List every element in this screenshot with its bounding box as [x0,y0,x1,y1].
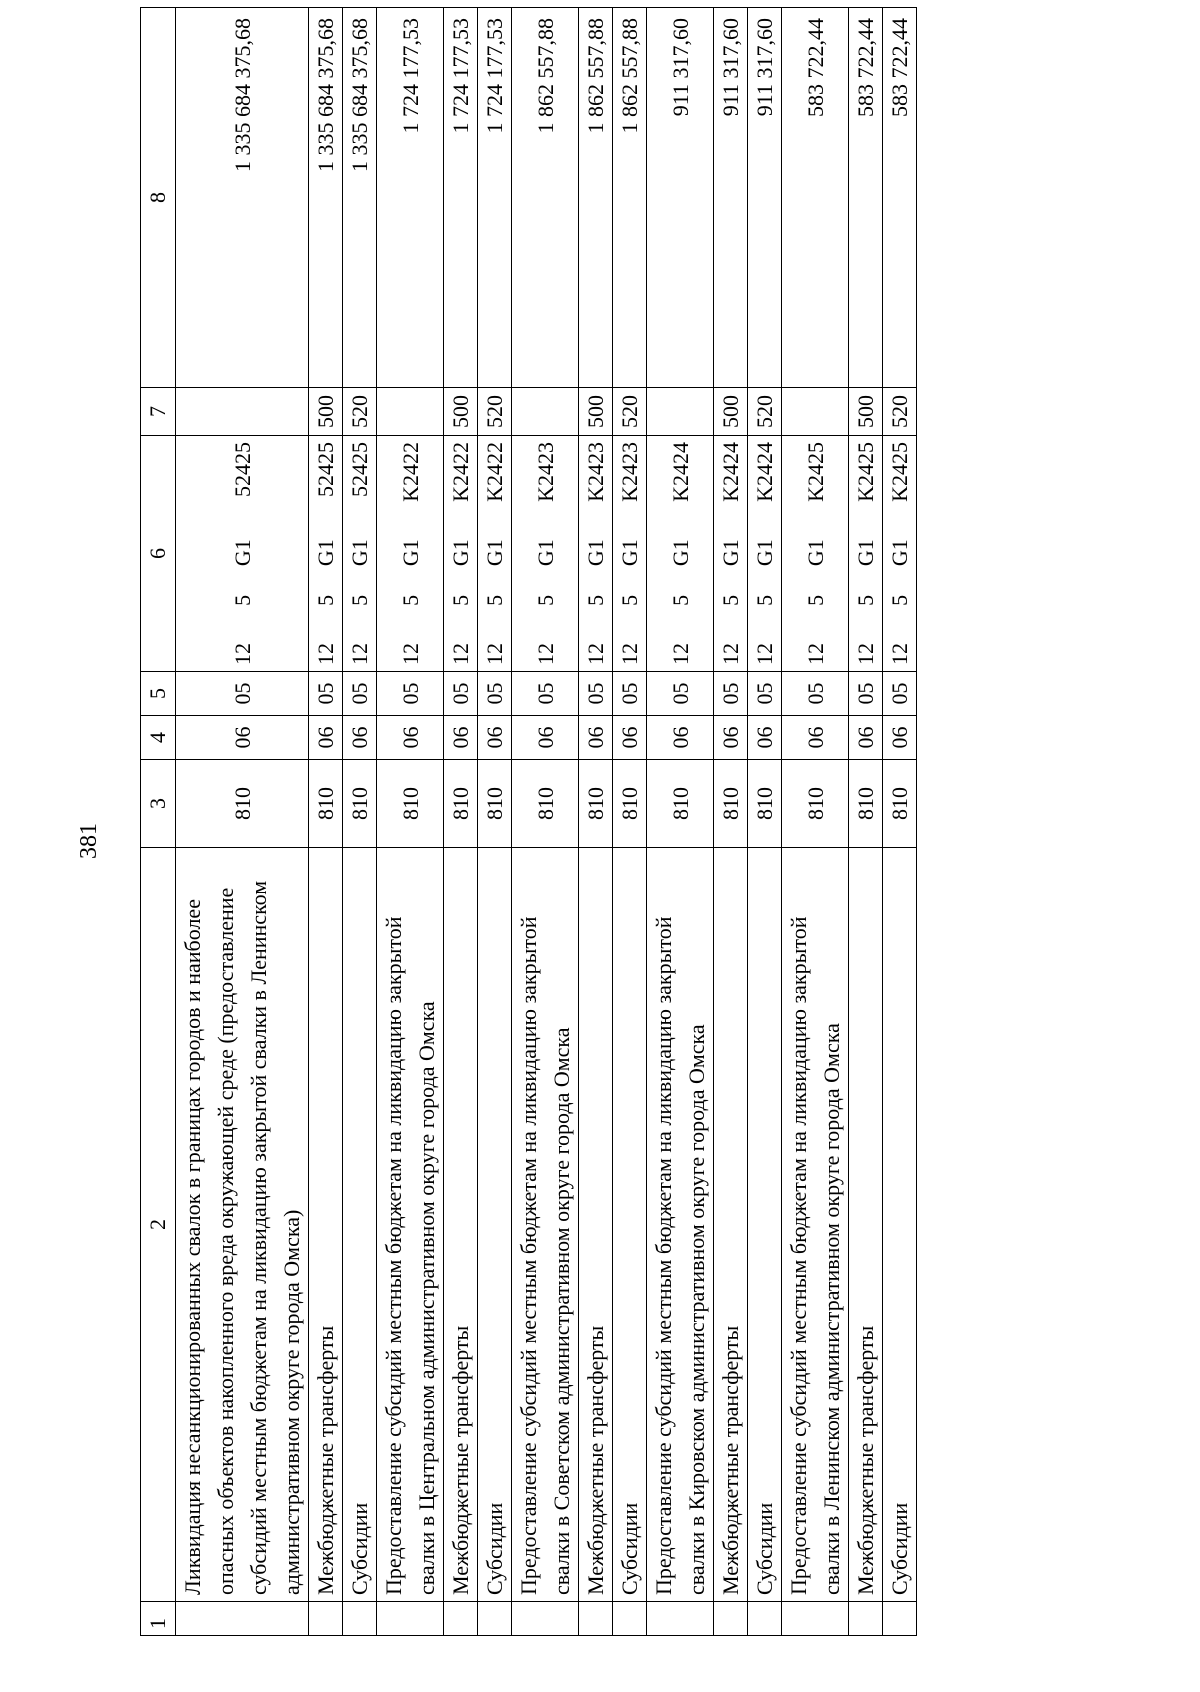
target-article-part-1: 12 [397,643,423,665]
row-col-1 [478,1602,512,1636]
row-section-code: 06 [849,716,883,760]
row-ministry-code: 810 [377,760,444,848]
row-col-1 [748,1602,782,1636]
table-header-row [141,8,176,1636]
header-col-1: 1 [141,1602,176,1636]
row-target-article [343,436,377,672]
table-row [579,8,613,1636]
target-article-part-1: 12 [532,643,558,665]
target-article-part-3: G1 [583,539,608,567]
target-article-part-4: K2423 [583,442,608,502]
target-article-part-2: 5 [887,594,912,606]
table-row [309,8,343,1636]
header-col-4: 4 [141,716,176,760]
row-subsection-code: 05 [782,672,849,716]
row-ministry-code: 810 [343,760,377,848]
target-article-part-1: 12 [583,643,608,665]
row-ministry-code: 810 [176,760,309,848]
row-name: Межбюджетные трансферты [849,848,883,1602]
row-col-1 [714,1602,748,1636]
target-article-part-2: 5 [229,594,255,606]
row-expense-type [512,388,579,436]
row-name: Ликвидация несанкционированных свалок в границах городов и наиболее опасных объектов накопленного вреда окружающей среде (предоставление субсидий местным бюджетам на ликвидацию закрытой свалки в Ленинском административном округе города Омска) [176,848,309,1602]
row-subsection-code: 05 [176,672,309,716]
row-target-article [748,436,782,672]
row-amount: 911 317,60 [748,8,782,388]
row-section-code: 06 [714,716,748,760]
row-expense-type: 500 [309,388,343,436]
table-row [849,8,883,1636]
target-article-part-3: G1 [313,539,338,567]
table-row [782,8,849,1636]
row-ministry-code: 810 [478,760,512,848]
header-col-3: 3 [141,760,176,848]
row-expense-type: 520 [613,388,647,436]
target-article-part-4: 52425 [229,442,255,498]
table-row [343,8,377,1636]
row-name: Предоставление субсидий местным бюджетам на ликвидацию закрытой свалки в Кировском административном округе города Омска [647,848,714,1602]
row-name: Субсидии [883,848,917,1602]
table-row [647,8,714,1636]
row-col-1 [343,1602,377,1636]
target-article-part-2: 5 [667,594,693,606]
row-subsection-code: 05 [309,672,343,716]
row-subsection-code: 05 [613,672,647,716]
target-article-part-4: K2424 [667,442,693,502]
row-expense-type: 500 [444,388,478,436]
row-ministry-code: 810 [849,760,883,848]
target-article-part-2: 5 [347,594,372,606]
row-section-code: 06 [647,716,714,760]
target-article-part-1: 12 [617,643,642,665]
row-section-code: 06 [883,716,917,760]
row-expense-type: 520 [478,388,512,436]
row-amount: 583 722,44 [849,8,883,388]
row-col-1 [309,1602,343,1636]
row-target-article [176,436,309,672]
page-number: 381 [76,823,102,859]
target-article-part-4: K2422 [482,442,507,502]
target-article-part-3: G1 [448,539,473,567]
row-subsection-code: 05 [849,672,883,716]
row-target-article [849,436,883,672]
row-col-1 [176,1602,309,1636]
row-expense-type [647,388,714,436]
target-article-part-2: 5 [397,594,423,606]
row-amount: 1 724 177,53 [377,8,444,388]
target-article-part-1: 12 [887,643,912,665]
header-col-5: 5 [141,672,176,716]
row-subsection-code: 05 [579,672,613,716]
row-name: Межбюджетные трансферты [444,848,478,1602]
target-article-part-2: 5 [718,594,743,606]
row-expense-type: 520 [883,388,917,436]
row-amount: 1 335 684 375,68 [309,8,343,388]
row-section-code: 06 [748,716,782,760]
row-section-code: 06 [579,716,613,760]
row-expense-type: 520 [343,388,377,436]
target-article-part-4: K2424 [752,442,777,502]
row-expense-type: 520 [748,388,782,436]
row-amount: 1 724 177,53 [478,8,512,388]
row-amount: 1 335 684 375,68 [176,8,309,388]
target-article-part-4: 52425 [347,442,372,498]
row-col-1 [377,1602,444,1636]
header-col-7: 7 [141,388,176,436]
target-article-part-1: 12 [482,643,507,665]
row-section-code: 06 [444,716,478,760]
target-article-part-1: 12 [718,643,743,665]
row-ministry-code: 810 [782,760,849,848]
row-ministry-code: 810 [613,760,647,848]
row-name: Предоставление субсидий местным бюджетам на ликвидацию закрытой свалки в Ленинском административном округе города Омска [782,848,849,1602]
target-article-part-2: 5 [853,594,878,606]
row-target-article [883,436,917,672]
row-target-article [512,436,579,672]
row-section-code: 06 [176,716,309,760]
table-row [176,8,309,1636]
target-article-part-4: K2423 [532,442,558,502]
target-article-part-3: G1 [617,539,642,567]
row-ministry-code: 810 [748,760,782,848]
table-row [478,8,512,1636]
target-article-part-3: G1 [347,539,372,567]
row-target-article [478,436,512,672]
target-article-part-3: G1 [397,539,423,567]
row-amount: 583 722,44 [782,8,849,388]
target-article-part-2: 5 [617,594,642,606]
table-row [748,8,782,1636]
row-expense-type [377,388,444,436]
row-subsection-code: 05 [883,672,917,716]
target-article-part-4: 52425 [313,442,338,498]
target-article-part-1: 12 [347,643,372,665]
row-ministry-code: 810 [512,760,579,848]
row-subsection-code: 05 [377,672,444,716]
target-article-part-2: 5 [802,594,828,606]
row-subsection-code: 05 [748,672,782,716]
row-section-code: 06 [377,716,444,760]
row-expense-type: 500 [714,388,748,436]
row-target-article [613,436,647,672]
target-article-part-3: G1 [229,539,255,567]
row-col-1 [444,1602,478,1636]
target-article-part-3: G1 [752,539,777,567]
target-article-part-1: 12 [752,643,777,665]
target-article-part-3: G1 [802,539,828,567]
target-article-part-2: 5 [482,594,507,606]
row-section-code: 06 [613,716,647,760]
target-article-part-2: 5 [583,594,608,606]
row-target-article [579,436,613,672]
row-expense-type [176,388,309,436]
budget-table [140,7,917,1636]
row-ministry-code: 810 [883,760,917,848]
row-amount: 1 724 177,53 [444,8,478,388]
row-col-1 [849,1602,883,1636]
table-row [714,8,748,1636]
row-section-code: 06 [478,716,512,760]
target-article-part-2: 5 [752,594,777,606]
row-expense-type: 500 [579,388,613,436]
target-article-part-3: G1 [482,539,507,567]
header-col-6: 6 [141,436,176,672]
row-ministry-code: 810 [309,760,343,848]
row-expense-type: 500 [849,388,883,436]
row-subsection-code: 05 [343,672,377,716]
row-amount: 1 862 557,88 [613,8,647,388]
target-article-part-1: 12 [448,643,473,665]
target-article-part-2: 5 [313,594,338,606]
row-section-code: 06 [309,716,343,760]
target-article-part-4: K2424 [718,442,743,502]
target-article-part-1: 12 [802,643,828,665]
target-article-part-4: K2425 [853,442,878,502]
row-section-code: 06 [782,716,849,760]
target-article-part-1: 12 [667,643,693,665]
row-ministry-code: 810 [714,760,748,848]
target-article-part-2: 5 [448,594,473,606]
row-name: Субсидии [613,848,647,1602]
row-expense-type [782,388,849,436]
row-name: Предоставление субсидий местным бюджетам на ликвидацию закрытой свалки в Советском административном округе города Омска [512,848,579,1602]
row-amount: 911 317,60 [647,8,714,388]
row-name: Межбюджетные трансферты [309,848,343,1602]
target-article-part-3: G1 [532,539,558,567]
table-row [613,8,647,1636]
row-col-1 [782,1602,849,1636]
row-col-1 [883,1602,917,1636]
row-amount: 1 862 557,88 [579,8,613,388]
target-article-part-1: 12 [313,643,338,665]
row-name: Субсидии [343,848,377,1602]
row-target-article [377,436,444,672]
target-article-part-1: 12 [853,643,878,665]
row-target-article [647,436,714,672]
row-col-1 [613,1602,647,1636]
row-col-1 [579,1602,613,1636]
target-article-part-4: K2422 [448,442,473,502]
row-subsection-code: 05 [478,672,512,716]
row-amount: 1 862 557,88 [512,8,579,388]
target-article-part-3: G1 [667,539,693,567]
row-col-1 [512,1602,579,1636]
row-name: Субсидии [748,848,782,1602]
row-target-article [309,436,343,672]
row-target-article [714,436,748,672]
target-article-part-4: K2425 [887,442,912,502]
target-article-part-4: K2423 [617,442,642,502]
row-col-1 [647,1602,714,1636]
row-section-code: 06 [343,716,377,760]
target-article-part-4: K2422 [397,442,423,502]
row-subsection-code: 05 [714,672,748,716]
target-article-part-3: G1 [887,539,912,567]
target-article-part-3: G1 [718,539,743,567]
header-col-8: 8 [141,8,176,388]
target-article-part-3: G1 [853,539,878,567]
table-row [444,8,478,1636]
row-amount: 1 335 684 375,68 [343,8,377,388]
row-name: Межбюджетные трансферты [714,848,748,1602]
row-amount: 583 722,44 [883,8,917,388]
table-row [512,8,579,1636]
target-article-part-2: 5 [532,594,558,606]
row-ministry-code: 810 [647,760,714,848]
row-name: Субсидии [478,848,512,1602]
table-row [883,8,917,1636]
row-target-article [444,436,478,672]
row-section-code: 06 [512,716,579,760]
row-target-article [782,436,849,672]
row-subsection-code: 05 [444,672,478,716]
row-name: Предоставление субсидий местным бюджетам на ликвидацию закрытой свалки в Центральном административном округе города Омска [377,848,444,1602]
row-amount: 911 317,60 [714,8,748,388]
row-name: Межбюджетные трансферты [579,848,613,1602]
header-col-2: 2 [141,848,176,1602]
target-article-part-4: K2425 [802,442,828,502]
row-subsection-code: 05 [512,672,579,716]
row-ministry-code: 810 [579,760,613,848]
target-article-part-1: 12 [229,643,255,665]
table-row [377,8,444,1636]
row-subsection-code: 05 [647,672,714,716]
row-ministry-code: 810 [444,760,478,848]
